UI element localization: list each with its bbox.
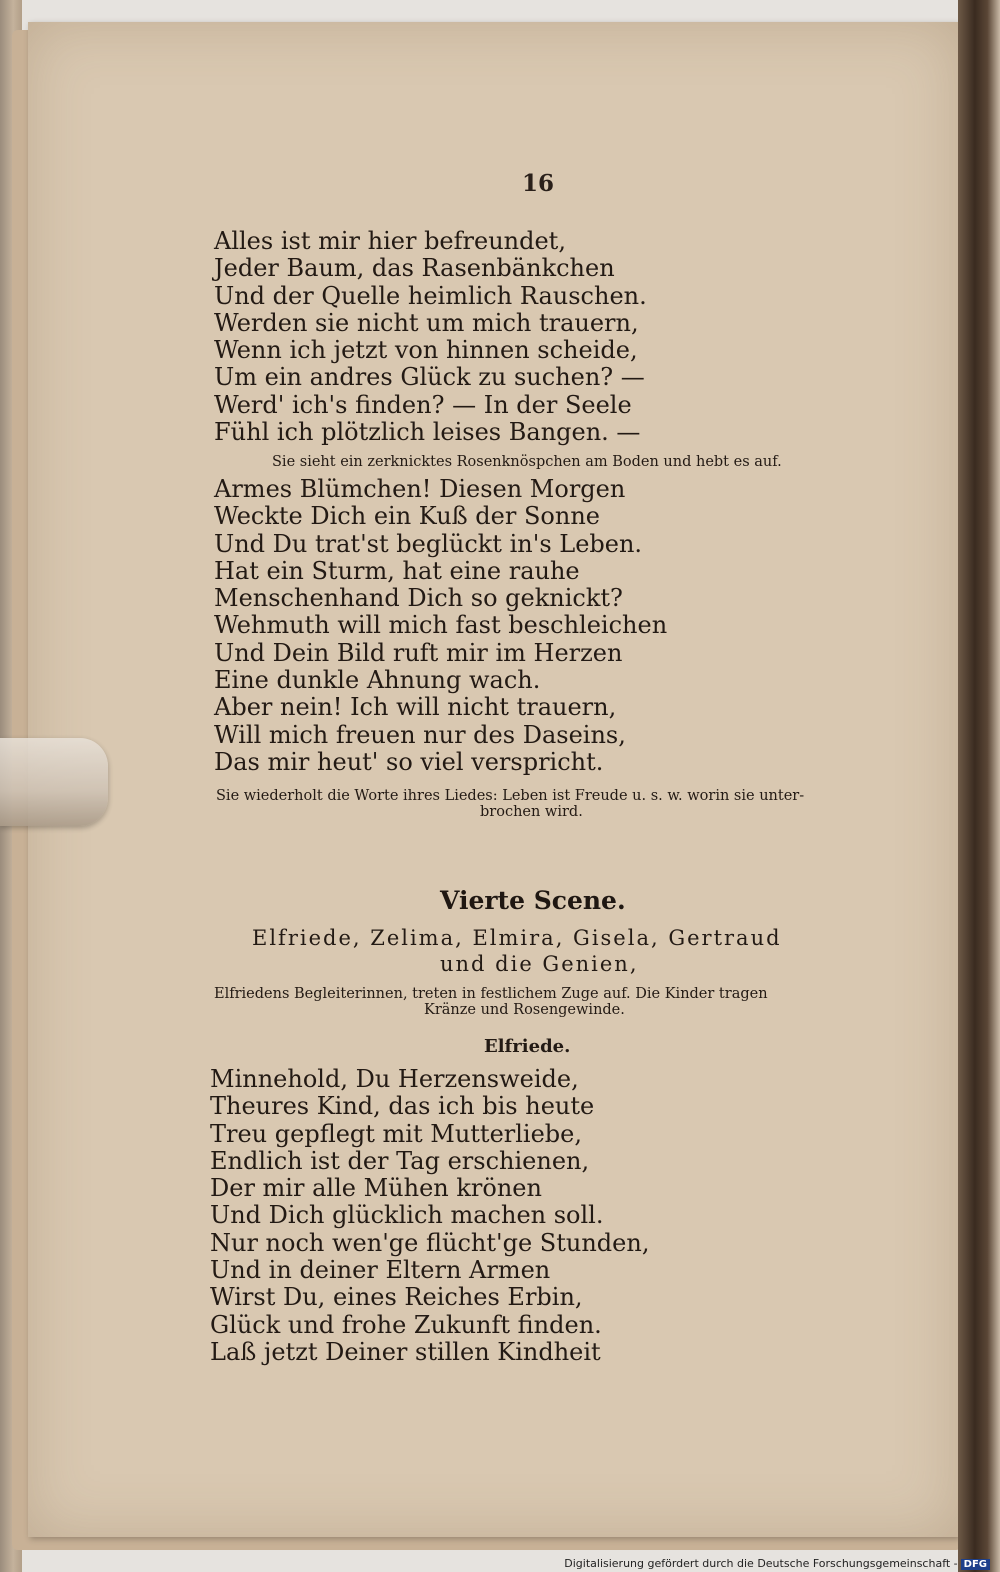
verse-line: Fühl ich plötzlich leises Bangen. —	[214, 418, 641, 447]
direction-line: Sie wiederholt die Worte ihres Liedes: Leben ist Freude u. s. w. worin sie unter-	[216, 788, 805, 804]
credit-text: Digitalisierung gefördert durch die Deutsche Forschungsgemeinschaft -	[564, 1557, 958, 1570]
verse-line: Nur noch wen'ge flücht'ge Stunden,	[210, 1228, 650, 1257]
verse-block-1	[214, 228, 647, 446]
verse-line: Und Du trat'st beglückt in's Leben.	[214, 529, 643, 558]
stage-direction-2	[216, 788, 804, 820]
verse-line: Das mir heut' so viel verspricht.	[214, 747, 604, 776]
verse-line: Der mir alle Mühen krönen	[210, 1174, 542, 1203]
stage-direction-3	[214, 986, 768, 1018]
verse-line: Will mich freuen nur des Daseins,	[214, 720, 626, 749]
verse-line: Und in deiner Eltern Armen	[210, 1256, 551, 1285]
digitization-credit	[564, 1557, 990, 1570]
verse-line: Um ein andres Glück zu suchen? —	[214, 363, 645, 392]
cast-line: und die Genien,	[440, 952, 639, 976]
verse-line: Aber nein! Ich will nicht trauern,	[214, 693, 617, 722]
verse-line: Armes Blümchen! Diesen Morgen	[214, 475, 626, 503]
dfg-logo: DFG	[961, 1559, 990, 1570]
book-spine-edge	[958, 0, 1000, 1572]
verse-line: Weckte Dich ein Kuß der Sonne	[214, 502, 600, 531]
verse-line: Theures Kind, das ich bis heute	[210, 1092, 595, 1121]
verse-line: Jeder Baum, das Rasenbänkchen	[214, 254, 615, 283]
verse-block-2	[214, 476, 667, 776]
cast-line: Elfriede, Zelima, Elmira, Gisela, Gertraud	[252, 926, 782, 950]
verse-line: Laß jetzt Deiner stillen Kindheit	[210, 1337, 601, 1366]
verse-line: Wirst Du, eines Reiches Erbin,	[210, 1283, 583, 1312]
direction-line: brochen wird.	[480, 804, 583, 820]
page-clip	[0, 738, 108, 826]
speaker-name: Elfriede.	[484, 1036, 571, 1057]
verse-line: Minnehold, Du Herzensweide,	[210, 1065, 579, 1093]
verse-line: Werden sie nicht um mich trauern,	[214, 308, 639, 337]
verse-line: Und der Quelle heimlich Rauschen.	[214, 281, 647, 310]
verse-line: Treu gepflegt mit Mutterliebe,	[210, 1119, 582, 1148]
verse-line: Menschenhand Dich so geknickt?	[214, 584, 623, 613]
verse-line: Wenn ich jetzt von hinnen scheide,	[214, 336, 638, 365]
verse-line: Werd' ich's finden? — In der Seele	[214, 390, 632, 419]
page-number: 16	[522, 170, 555, 197]
verse-line: Und Dich glücklich machen soll.	[210, 1201, 604, 1230]
verse-line: Hat ein Sturm, hat eine rauhe	[214, 556, 580, 585]
direction-line: Kränze und Rosengewinde.	[424, 1002, 625, 1018]
direction-line: Elfriedens Begleiterinnen, treten in festlichem Zuge auf. Die Kinder tragen	[214, 986, 768, 1002]
verse-line: Und Dein Bild ruft mir im Herzen	[214, 638, 623, 667]
verse-block-3	[210, 1066, 649, 1366]
verse-line: Endlich ist der Tag erschienen,	[210, 1146, 590, 1175]
verse-line: Alles ist mir hier befreundet,	[214, 227, 566, 255]
stage-direction-1: Sie sieht ein zerknicktes Rosenknöspchen am Boden und hebt es auf.	[272, 454, 782, 470]
verse-line: Glück und frohe Zukunft finden.	[210, 1310, 602, 1339]
verse-line: Wehmuth will mich fast beschleichen	[214, 611, 668, 640]
scene-title: Vierte Scene.	[440, 886, 626, 915]
verse-line: Eine dunkle Ahnung wach.	[214, 666, 541, 695]
